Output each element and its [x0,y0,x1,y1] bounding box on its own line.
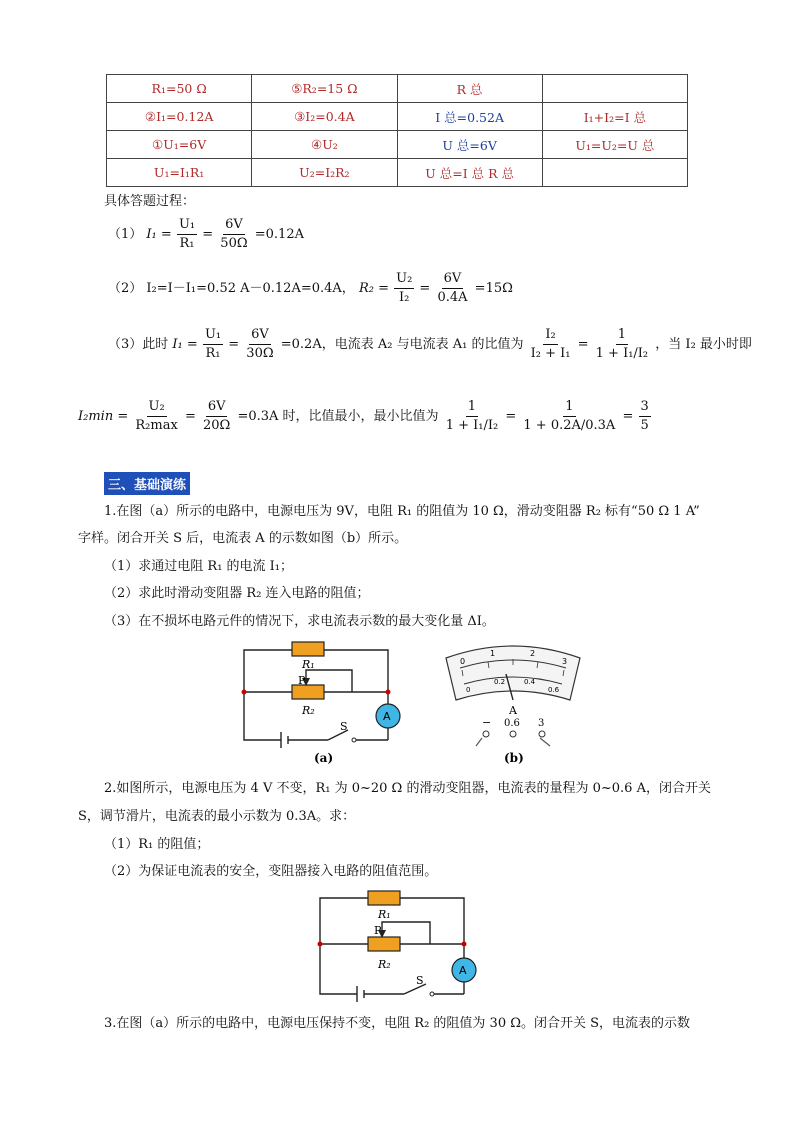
q3-line1: 3.在图（a）所示的电路中，电源电压保持不变，电阻 R₂ 的阻值为 30 Ω。闭合开关 S，电流表的示数 [104,1016,691,1031]
svg-text:S: S [340,720,348,733]
table-cell [542,75,687,103]
ammeter-dial-b [438,640,588,766]
resistor-r2-icon [368,937,400,951]
process-title: 具体答题过程： [104,194,196,209]
table-row [107,159,688,187]
svg-text:0.6: 0.6 [504,718,520,729]
svg-text:0: 0 [460,657,466,666]
table-cell: U 总=I 总 R 总 [397,159,542,187]
table-cell: U₁=I₁R₁ [107,159,252,187]
resistor-r1-icon [292,642,324,656]
table-cell: ⑤R₂=15 Ω [252,75,397,103]
svg-text:(b): (b) [504,751,524,765]
table-cell: R 总 [397,75,542,103]
table-cell: I₁+I₂=I 总 [542,103,687,131]
q1-sub3: （3）在不损坏电路元件的情况下，求电流表示数的最大变化量 ΔI。 [104,614,495,629]
svg-text:P: P [298,674,306,687]
q2-sub1: （1）R₁ 的阻值； [104,837,210,852]
equation-1: （1） I₁ = $\frac{\text{U₁}}{\text{R₁}}$ = $\frac{6V}{50\Omega}$ =0.12A [108,217,304,251]
section-heading: 三、基础演练 [104,472,190,495]
fraction: $\frac{1}{1 + 0.2A/0.3A}$ [523,399,616,433]
table-cell [542,159,687,187]
q2-line2: S，调节滑片，电流表的最小示数为 0.3A。求： [78,809,356,824]
table-cell: ②I₁=0.12A [107,103,252,131]
fraction: $\frac{6V}{0.4A}$ [437,271,468,305]
table-cell: ①U₁=6V [107,131,252,159]
table-cell: I 总=0.52A [397,103,542,131]
svg-text:3: 3 [538,718,545,729]
q1-sub1: （1）求通过电阻 R₁ 的电流 I₁； [104,559,294,574]
svg-text:A: A [509,704,517,717]
fraction: $\frac{3}{5}$ [640,399,649,433]
fraction: $\frac{1}{\text{1 + I₁/I₂}}$ [595,327,649,361]
table-cell: ③I₂=0.4A [252,103,397,131]
svg-text:P: P [374,924,382,937]
table-row [107,75,688,103]
fraction: $\frac{1}{\text{1 + I₁/I₂}}$ [445,399,499,433]
fraction: $\frac{\text{U₂}}{\text{R₂max}}$ [135,399,178,433]
q2-line1: 2.如图所示，电源电压为 4 V 不变，R₁ 为 0~20 Ω 的滑动变阻器，电流表的量程为 0~0.6 A，闭合开关 [104,781,711,796]
table-row [107,103,688,131]
svg-text:R₁: R₁ [302,658,315,671]
svg-text:2: 2 [530,649,536,658]
circuit-diagram-a [236,632,406,767]
table-cell: U₂=I₂R₂ [252,159,397,187]
svg-text:A: A [383,710,391,723]
q1-sub2: （2）求此时滑动变阻器 R₂ 连入电路的阻值； [104,586,370,601]
table-cell: U 总=6V [397,131,542,159]
resistor-r1-icon [368,891,400,905]
fraction: $\frac{\text{I₂}}{\text{I₂ + I₁}}$ [530,327,571,361]
equation-3: （3）此时 I₁ = $\frac{\text{U₁}}{\text{R₁}}$ = $\frac{6V}{30\Omega}$ =0.2A，电流表 A₂ 与电流表 A₁ 的比值为 $\frac{\text{I₂}}{\text{I₂ + I₁}}$ = $\frac{1}{\text{1 + I₁/I₂}}$ ，当 I₂ 最小时即 [108,327,752,361]
q1-line1: 1.在图（a）所示的电路中，电源电压为 9V，电阻 R₁ 的阻值为 10 Ω，滑动变阻器 R₂ 标有“50 Ω 1 A” [104,504,700,519]
svg-text:0.6: 0.6 [548,686,560,694]
fraction: $\frac{6V}{30\Omega}$ [246,327,274,361]
svg-text:R₁: R₁ [378,908,391,921]
fraction: $\frac{6V}{20\Omega}$ [202,399,231,433]
table-cell: R₁=50 Ω [107,75,252,103]
svg-text:S: S [416,974,424,987]
svg-text:−: − [482,716,492,729]
svg-text:R₂: R₂ [378,958,391,971]
table-row [107,131,688,159]
fraction: $\frac{\text{U₁}}{\text{R₁}}$ [178,217,196,251]
table-cell: ④U₂ [252,131,397,159]
equation-2: （2） I₂=I－I₁=0.52 A－0.12A=0.4A， R₂ = $\frac{\text{U₂}}{\text{I₂}}$ = $\frac{6V}{0.4A}$ =15Ω [108,271,513,305]
resistor-r2-icon [292,685,324,699]
svg-text:0.4: 0.4 [524,678,536,686]
circuit-diagram-q2 [312,882,482,1002]
q2-sub2: （2）为保证电流表的安全，变阻器接入电路的阻值范围。 [104,864,438,879]
svg-text:0.2: 0.2 [494,678,506,686]
q1-line2: 字样。闭合开关 S 后，电流表 A 的示数如图（b）所示。 [78,531,408,546]
svg-text:3: 3 [562,657,568,666]
svg-text:(a): (a) [314,751,334,765]
fraction: $\frac{\text{U₂}}{\text{I₂}}$ [396,271,413,305]
svg-text:R₂: R₂ [302,704,315,717]
svg-text:A: A [459,964,467,977]
values-table [106,74,688,187]
svg-text:0: 0 [466,686,471,694]
equation-4: I₂min = $\frac{\text{U₂}}{\text{R₂max}}$ = $\frac{6V}{20\Omega}$ =0.3A 时，比值最小，最小比值为 $\frac{1}{\text{1 + I₁/I₂}}$ = $\frac{1}{1 + 0.2A/0.3A}$ = $\frac{3}{5}$ [78,399,649,433]
fraction: $\frac{\text{U₁}}{\text{R₁}}$ [204,327,222,361]
table-cell: U₁=U₂=U 总 [542,131,687,159]
fraction: $\frac{6V}{50\Omega}$ [220,217,248,251]
svg-text:1: 1 [490,649,496,658]
